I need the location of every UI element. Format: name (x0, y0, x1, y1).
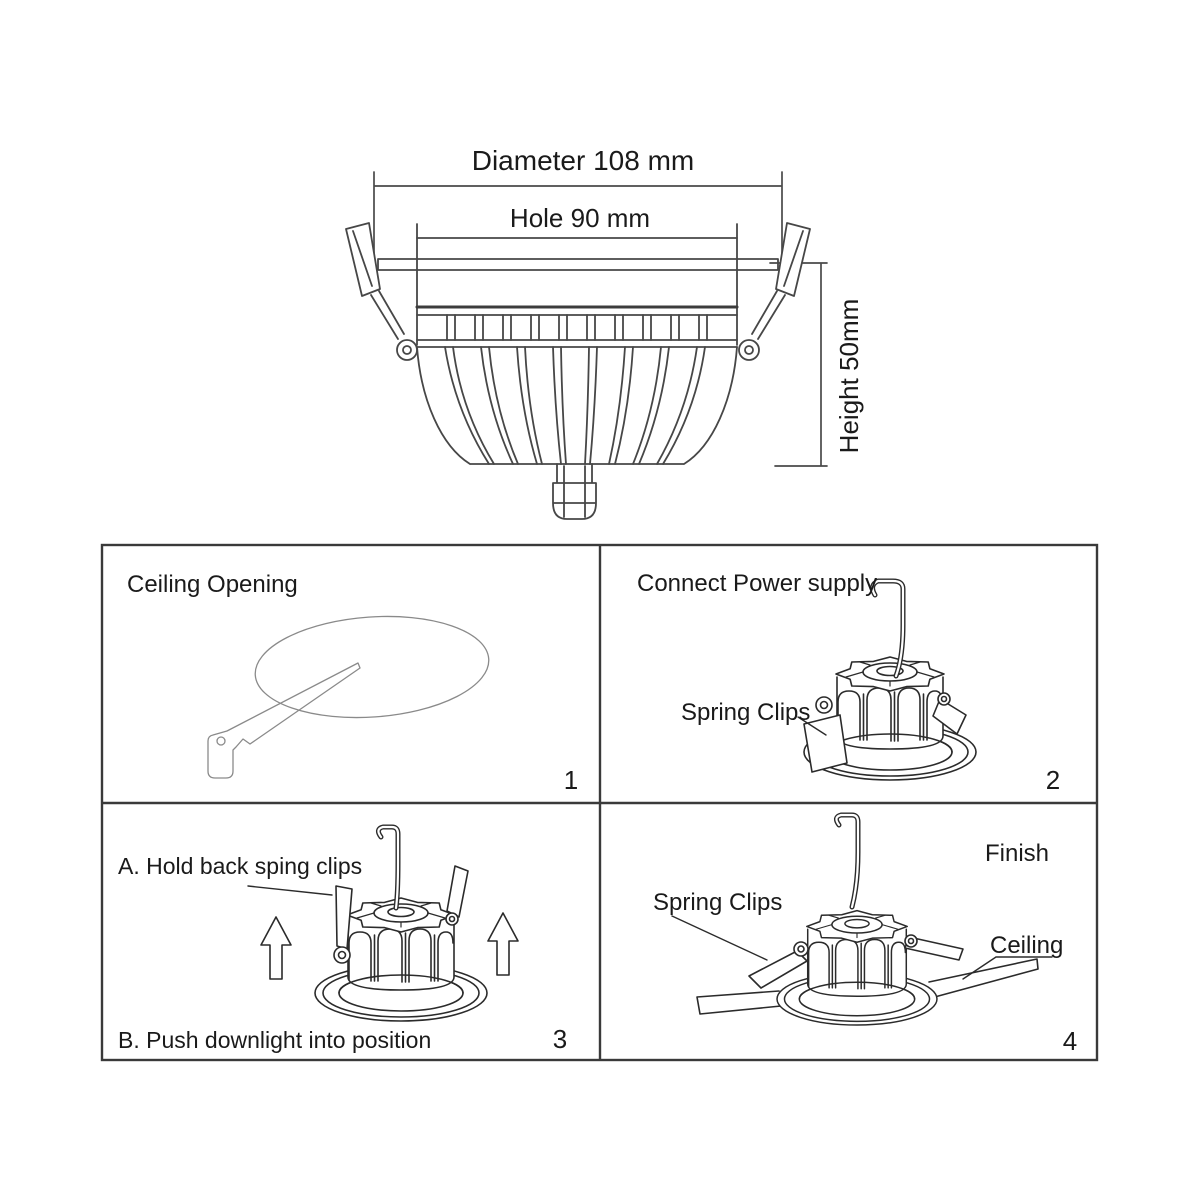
step2-title: Connect Power supply (637, 570, 878, 597)
spring-clip-right-up (446, 866, 468, 925)
diameter-label: Diameter 108 mm (471, 145, 695, 176)
step4-ceiling-label: Ceiling (990, 932, 1064, 959)
height-label: Height 50mm (834, 298, 864, 454)
step3-number: 3 (552, 1024, 568, 1054)
cutting-knife (208, 663, 360, 778)
heatsink-skirt (417, 347, 737, 464)
power-wire (378, 827, 398, 908)
hole-label: Hole 90 mm (509, 203, 651, 233)
spring-clip-right (739, 223, 810, 360)
step-panel-1 (127, 571, 578, 795)
step-panel-3 (118, 827, 567, 1054)
steps-grid (102, 545, 1097, 1060)
up-arrow-right (488, 913, 518, 975)
clips-leader (248, 886, 332, 895)
spring-clips-leader (672, 916, 767, 960)
step2-spring-clips-label: Spring Clips (681, 699, 811, 726)
step-panel-2 (637, 570, 1060, 795)
step4-spring-clips-label: Spring Clips (653, 889, 783, 916)
height-dimension (770, 263, 827, 466)
downlight-illustration (777, 911, 937, 1025)
trim-flange (378, 259, 778, 270)
ceiling-hole-ellipse (252, 609, 492, 725)
power-wire (836, 815, 858, 907)
up-arrow-left (261, 917, 291, 979)
step4-number: 4 (1062, 1026, 1078, 1056)
step1-title: Ceiling Opening (127, 571, 298, 598)
dimension-drawing (346, 145, 864, 519)
spring-clip-left-up (334, 886, 352, 963)
spring-clip-left (346, 223, 417, 360)
lamp-body-section (417, 224, 737, 347)
step-panel-4 (653, 815, 1077, 1056)
step2-number: 2 (1045, 765, 1061, 795)
terminal-connector (553, 464, 596, 519)
step3-instruction-b: B. Push downlight into position (118, 1027, 432, 1053)
step3-instruction-a: A. Hold back sping clips (118, 853, 363, 879)
step1-number: 1 (563, 765, 579, 795)
spring-clip-right-finished (905, 935, 963, 960)
step4-finish-label: Finish (985, 840, 1050, 867)
